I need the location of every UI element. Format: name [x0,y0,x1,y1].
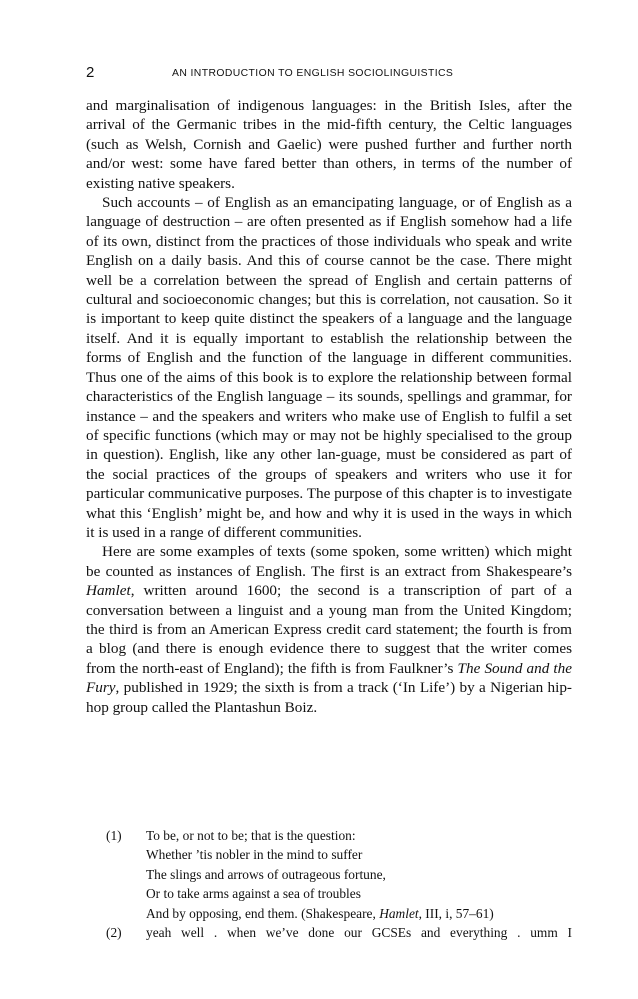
page-number: 2 [86,64,95,81]
body-text [86,96,572,717]
example-2 [106,923,572,942]
example-number: (1) [106,828,122,843]
paragraph-2: Such accounts – of English as an emancipating language, or of English as a language of destruction – are often presented as if English somehow had a life of its own, distinct from the practices of those individuals who speak and write English on a daily basis. And this of course cannot be the case. There might well be a correlation between the spread of English and certain patterns of cultural and socioeconomic changes; but this is correlation, not causation. So it is important to keep quite distinct the speakers of a language and the language itself. And it is equally important to establish the relationship between the forms of English and the function of the language in different communities. Thus one of the aims of this book is to explore the relationship between formal characteristics of the English language – its sounds, spellings and grammar, for instance – and the speakers and writers who make use of English to fulfil a set of specific functions (which may or may not be highly specialised to the group in question). English, like any other lan-guage, must be considered as part of the social practices of the groups of speakers and writers who use it for particular communicative purposes. The purpose of this chapter is to investigate what this ‘English’ might be, and how and why it is used in the ways in which it is used in a range of different communities. [86,194,573,541]
example-line: The slings and arrows of outrageous fortune, [146,866,386,882]
example-line-text-a: And by opposing, end them. (Shakespeare, [146,905,380,921]
example-number: (2) [106,925,122,941]
example-line: Or to take arms against a sea of troubles [146,886,361,902]
example-line: yeah well . when we’ve done our GCSEs and everything . umm I [146,925,572,941]
example-line [146,904,572,923]
hamlet-title: Hamlet [86,582,131,600]
example-1 [106,826,572,923]
paragraph-3-text-b: , written around 1600; the second is a transcription of part of a conversation between a linguist and a young man from the United Kingdom; the third is from an American Express credit card statement; the fourth is from a blog (and there is enough evidence there to suggest that the writer comes from the north-east of England); the fifth is from Faulkner’s [86,582,572,677]
paragraph-1: and marginalisation of indigenous languages: in the British Isles, after the arrival of the Germanic tribes in the mid-fifth century, the Celtic languages (such as Welsh, Cornish and Gaelic) were pushed further and further north and/or west: some have fared better than others, in terms of the number of existing native speakers. [86,97,572,192]
paragraph-3 [86,542,572,717]
hamlet-citation: Hamlet [379,905,419,921]
example-list [106,826,572,942]
sound-and-fury-title: The Sound and the Fury [86,659,572,697]
paragraph-3-text-a: Here are some examples of texts (some spoken, some written) which might be counted as instances of English. The first is an extract from Shakespeare’s [86,543,572,580]
example-line: Whether ’tis nobler in the mind to suffer [146,847,363,863]
paragraph-3-text-c: , published in 1929; the sixth is from a track (‘In Life’) by a Nigerian hip-hop group called the Plantashun Boiz. [86,679,572,716]
example-line: To be, or not to be; that is the question: [146,828,356,843]
example-line-text-b: , III, i, 57–61) [418,905,494,921]
running-header [86,64,572,86]
running-title: AN INTRODUCTION TO ENGLISH SOCIOLINGUISTICS [172,68,454,79]
